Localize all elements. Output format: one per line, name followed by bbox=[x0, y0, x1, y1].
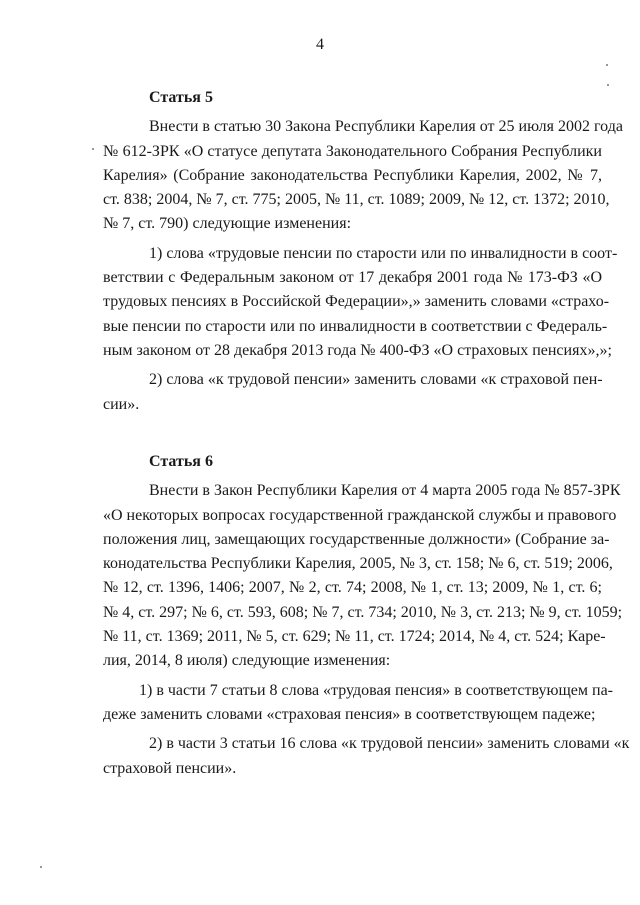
text-line: ст. 838; 2004, № 7, ст. 775; 2005, № 11, ст. 1089; 2009, № 12, ст. 1372; 2010, bbox=[103, 191, 610, 209]
text-line: 2) в части 3 статьи 16 слова «к трудовой пенсии» заменить словами «к bbox=[149, 735, 630, 753]
article-6-intro bbox=[103, 479, 623, 673]
article-5-heading: Статья 5 bbox=[149, 89, 213, 106]
text-line: ветствии с Федеральным законом от 17 декабря 2001 года № 173-ФЗ «О bbox=[103, 269, 602, 287]
text-line: сии». bbox=[103, 395, 140, 413]
text-line: деже заменить словами «страховая пенсия» в соответствующем падеже; bbox=[103, 705, 596, 723]
article-5 bbox=[103, 86, 623, 422]
article-6-item-2 bbox=[103, 732, 630, 781]
scan-speck bbox=[92, 148, 94, 150]
text-line: Карелия» (Собрание законодательства Республики Карелия, 2002, № 7, bbox=[103, 166, 602, 184]
text-line: трудовых пенсиях в Российской Федерации»,» заменить словами «страхо- bbox=[103, 293, 610, 311]
article-6-item-1 bbox=[103, 679, 613, 728]
text-line: № 11, ст. 1369; 2011, № 5, ст. 629; № 11, ст. 1724; 2014, № 4, ст. 524; Каре- bbox=[103, 628, 606, 646]
text-line: 1) в части 7 статьи 8 слова «трудовая пенсия» в соответствующем па- bbox=[139, 681, 613, 699]
article-5-intro bbox=[103, 115, 623, 236]
text-line: лия, 2014, 8 июля) следующие изменения: bbox=[103, 652, 391, 670]
text-line: страховой пенсии». bbox=[103, 759, 237, 777]
text-line: № 612-ЗРК «О статусе депутата Законодательного Собрания Республики bbox=[103, 142, 602, 160]
text-line: 2) слова «к трудовой пенсии» заменить словами «к страховой пен- bbox=[149, 371, 603, 389]
article-6 bbox=[103, 450, 630, 786]
scan-speck bbox=[606, 64, 608, 66]
page-number: 4 bbox=[316, 36, 324, 53]
text-line: конодательства Республики Карелия, 2005, № 3, ст. 158; № 6, ст. 519; 2006, bbox=[103, 555, 613, 573]
text-line: 1) слова «трудовые пенсии по старости или по инвалидности в соот- bbox=[149, 244, 618, 262]
text-line: «О некоторых вопросах государственной гражданской службы и правового bbox=[103, 506, 617, 524]
scan-speck bbox=[40, 866, 42, 868]
text-line: № 12, ст. 1396, 1406; 2007, № 2, ст. 74; 2008, № 1, ст. 13; 2009, № 1, ст. 6; bbox=[103, 579, 602, 597]
text-line: ным законом от 28 декабря 2013 года № 400-ФЗ «О страховых пенсиях»,»; bbox=[103, 341, 612, 359]
text-line: Внести в Закон Республики Карелия от 4 марта 2005 года № 857-ЗРК bbox=[149, 482, 621, 500]
text-line: № 7, ст. 790) следующие изменения: bbox=[103, 215, 352, 233]
text-line: вые пенсии по старости или по инвалидности в соответствии с Федераль- bbox=[103, 317, 608, 335]
text-line: Внести в статью 30 Закона Республики Карелия от 25 июля 2002 года bbox=[149, 118, 623, 136]
article-6-heading: Статья 6 bbox=[149, 453, 213, 470]
scan-speck bbox=[607, 84, 609, 86]
text-line: положения лиц, замещающих государственные должности» (Собрание за- bbox=[103, 530, 610, 548]
article-5-item-2 bbox=[103, 368, 602, 417]
article-5-item-1 bbox=[103, 242, 618, 363]
text-line: № 4, ст. 297; № 6, ст. 593, 608; № 7, ст. 734; 2010, № 3, ст. 213; № 9, ст. 1059; bbox=[103, 603, 623, 621]
